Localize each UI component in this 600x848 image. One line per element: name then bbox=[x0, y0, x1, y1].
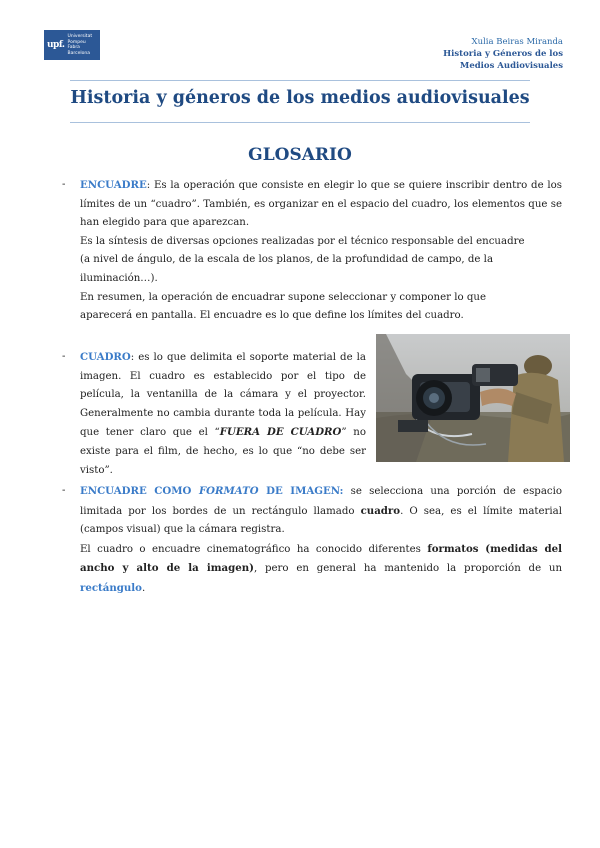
title-rule-top bbox=[70, 80, 530, 81]
accent-rectangulo: rectángulo bbox=[80, 581, 142, 594]
definition-text: : Es la operación que consiste en elegir lo que se quiere inscribir dentro de los límites de un “cuadro”. También, es organizar en el espacio del cuadro, los elementos que se han elegido para que aparezcan. bbox=[80, 180, 562, 229]
bullet-dash: - bbox=[62, 351, 66, 362]
logo-mark: upf. bbox=[47, 40, 65, 50]
entry-line: aparecerá en pantalla. El encuadre es lo que define los límites del cuadro. bbox=[80, 310, 464, 322]
author-name: Xulia Beiras Miranda bbox=[471, 37, 563, 47]
bullet-dash: - bbox=[62, 179, 66, 190]
logo-line: Pompeu Fabra bbox=[67, 39, 86, 50]
entry-paragraph bbox=[80, 540, 562, 599]
film-camera-photo bbox=[376, 334, 570, 462]
entry-line: (a nivel de ángulo, de la escala de los planos, de la profundidad de campo, de la bbox=[80, 254, 494, 266]
definition-text: , pero en general ha mantenido la proporción de un bbox=[253, 563, 563, 575]
logo-text bbox=[68, 34, 97, 56]
term-cuadro: CUADRO bbox=[80, 351, 131, 363]
entry-line: Es la síntesis de diversas opciones realizadas por el técnico responsable del encuadre bbox=[80, 235, 525, 247]
course-name-line2: Medios Audiovisuales bbox=[459, 61, 563, 71]
title-rule-bottom bbox=[70, 122, 530, 123]
university-logo bbox=[44, 30, 100, 60]
film-camera-illustration bbox=[376, 334, 570, 462]
entry-paragraph bbox=[80, 348, 366, 480]
definition-text: : es lo que delimita el soporte material de la imagen. El cuadro es establecido por el tipo de película, la ventanilla de la cámara y el proyector. Generalmente no cambia durante toda la película. Hay que tener claro que el “ bbox=[80, 352, 366, 439]
running-header bbox=[443, 36, 563, 72]
logo-line: Universitat bbox=[67, 34, 93, 39]
entry-line: iluminación…). bbox=[80, 272, 158, 284]
definition-text: se selecciona una porción de espacio limitada por los bordes de un rectángulo llamado bbox=[80, 486, 562, 517]
course-name-line1: Historia y Géneros de los bbox=[443, 49, 563, 59]
emphasis-fuera-de-cuadro: FUERA DE CUADRO bbox=[219, 426, 342, 439]
entry-paragraph bbox=[80, 482, 562, 540]
glossary-entry-cuadro bbox=[62, 348, 366, 480]
term-de-imagen: DE IMAGEN: bbox=[258, 485, 344, 497]
definition-text: . O sea, es el límite material (campos visual) que la cámara registra. bbox=[80, 505, 563, 536]
term-encuadre-como: ENCUADRE COMO bbox=[80, 485, 199, 497]
document-title: Historia y géneros de los medios audiovisuales bbox=[70, 88, 530, 108]
term-formato: FORMATO bbox=[198, 485, 259, 497]
glossary-entry-formato bbox=[62, 482, 563, 599]
definition-text: ” no existe para el film, de hecho, es lo que “no debe ser visto”. bbox=[80, 427, 366, 476]
entry-line: En resumen, la operación de encuadrar supone seleccionar y componer lo que bbox=[80, 291, 486, 303]
term-encuadre: ENCUADRE bbox=[80, 179, 147, 191]
entry-paragraph bbox=[80, 176, 562, 233]
logo-line: Barcelona bbox=[67, 50, 90, 56]
definition-text: . bbox=[141, 582, 146, 594]
bold-cuadro: cuadro bbox=[360, 504, 401, 517]
glossary-entry-encuadre bbox=[62, 176, 562, 326]
bullet-dash: - bbox=[62, 485, 66, 496]
definition-text: El cuadro o encuadre cinematográfico ha conocido diferentes bbox=[80, 543, 428, 555]
bold-formatos: formatos (medidas del ancho y alto de la imagen) bbox=[80, 542, 563, 575]
section-title: GLOSARIO bbox=[248, 145, 352, 165]
